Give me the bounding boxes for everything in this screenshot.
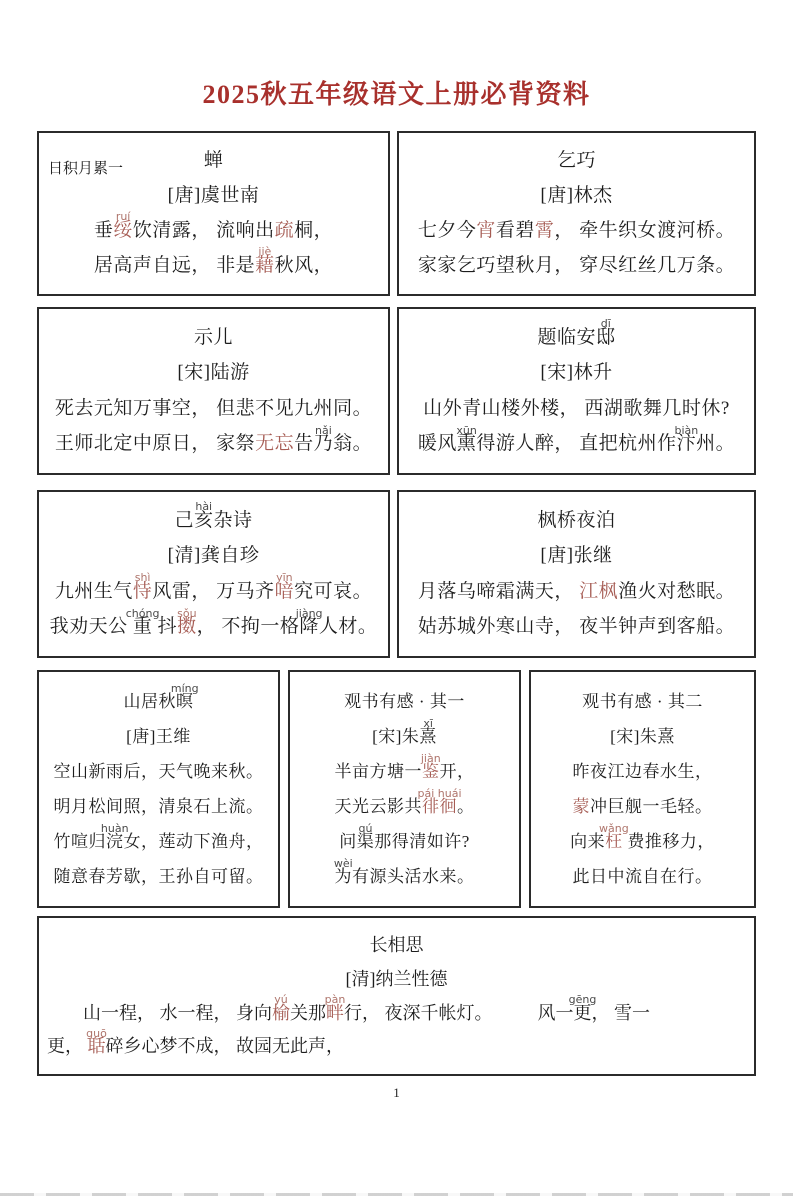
- annotated-char: sǒu 擞: [177, 606, 197, 638]
- pinyin-annotation: pái huái: [417, 787, 462, 801]
- poem-title: [407, 510, 746, 532]
- text-run: 观书有感 · 其一: [344, 691, 465, 711]
- poem-line: [298, 857, 511, 887]
- page-number: 1: [393, 1085, 400, 1100]
- annotated-char: chóng 重: [125, 606, 160, 638]
- text-run: 。: [457, 796, 475, 816]
- poem-card-guanshuyougan-1: [288, 670, 521, 908]
- poem-author: [407, 185, 746, 207]
- text-run: 那得清如许?: [374, 831, 470, 851]
- poem-line: [298, 822, 511, 852]
- text-run: 风雷， 万马齐: [152, 580, 275, 602]
- text-run: [唐]虞世南: [167, 185, 260, 207]
- poem-title: [47, 500, 380, 532]
- text-run: 女，莲动下渔舟，: [123, 831, 264, 851]
- text-run: 霄: [534, 220, 555, 242]
- pinyin-annotation: míng: [170, 681, 199, 695]
- annotated-char: wèi 为: [333, 857, 353, 886]
- poem-line: [47, 762, 270, 782]
- pinyin-annotation: xūn: [456, 423, 477, 437]
- poem-title: [47, 935, 746, 956]
- text-run: 关那: [290, 1002, 326, 1023]
- pinyin-annotation: ruí: [115, 210, 131, 224]
- pinyin-annotation: yú: [274, 992, 288, 1006]
- annotated-char: yīn 喑: [274, 571, 295, 602]
- annotated-char: gēng 更: [568, 992, 597, 1023]
- pinyin-annotation: jiè: [258, 245, 272, 259]
- pinyin-annotation: shì: [134, 571, 151, 585]
- text-run: 九州生气: [54, 580, 133, 602]
- poem-line: [298, 752, 511, 782]
- text-run: 己: [174, 509, 194, 531]
- text-run: 碎乡心梦不成， 故园无此声，: [105, 1036, 344, 1057]
- pinyin-annotation: jiàn: [420, 752, 441, 766]
- poem-author: [298, 717, 511, 747]
- text-run: [唐]林杰: [540, 185, 613, 207]
- poem-title: [47, 327, 380, 349]
- text-run: 观书有感 · 其二: [582, 691, 703, 711]
- text-run: 向来: [570, 831, 606, 851]
- pinyin-annotation: chóng: [125, 606, 160, 620]
- poem-line: [47, 1026, 746, 1057]
- text-run: [唐]王维: [126, 726, 191, 746]
- poem-card-jihaizashi: [37, 490, 390, 658]
- text-run: 渔火对愁眠。: [618, 580, 736, 602]
- poem-row-2: [37, 307, 756, 475]
- poem-line: [47, 571, 380, 603]
- text-run: 更，: [47, 1036, 88, 1057]
- text-run: 此日中流自在行。: [572, 866, 713, 886]
- poem-author: [539, 727, 746, 747]
- poem-author: [47, 969, 746, 990]
- poem-line: [298, 787, 511, 817]
- pinyin-annotation: yīn: [276, 571, 293, 585]
- page-title: 2025秋五年级语文上册必背资料: [202, 80, 591, 109]
- pinyin-annotation: hài: [195, 500, 213, 514]
- text-run: 杂诗: [213, 509, 253, 531]
- annotated-char: dī 邸: [596, 317, 616, 348]
- pinyin-annotation: xī: [423, 717, 433, 731]
- pinyin-annotation: jiàng: [295, 606, 323, 620]
- poem-row-1: [37, 131, 756, 296]
- poem-line: [47, 822, 270, 852]
- text-run: [清]纳兰性德: [345, 968, 448, 989]
- text-run: ， 牵牛织女渡河桥。: [554, 220, 736, 242]
- poem-line: [407, 220, 746, 242]
- poem-author: [47, 545, 380, 567]
- annotated-char: jiè 藉: [255, 245, 275, 277]
- annotated-char: pái huái 徘徊: [417, 787, 462, 816]
- poem-title: [407, 317, 746, 349]
- text-run: 费推移力，: [622, 831, 715, 851]
- pinyin-annotation: dī: [600, 317, 611, 331]
- text-run: 冲巨舰一毛轻。: [590, 796, 713, 816]
- text-run: 家家乞巧望秋月， 穿尽红丝几万条。: [417, 255, 736, 277]
- annotated-char: shì 恃: [132, 571, 153, 602]
- poem-card-fengqiaoyebo: [397, 490, 756, 658]
- pinyin-annotation: wǎng: [599, 822, 629, 836]
- poem-line: [47, 245, 380, 277]
- text-run: 死去元知万事空， 但悲不见九州同。: [54, 397, 373, 419]
- text-run: 昨夜江边春水生，: [572, 761, 713, 781]
- poem-card-guanshuyougan-2: [529, 670, 756, 908]
- text-run: 空山新雨后，天气晚来秋。: [53, 761, 264, 781]
- annotated-char: huàn 浣: [100, 822, 129, 851]
- text-run: 问: [339, 831, 357, 851]
- text-run: [唐]张继: [540, 545, 613, 567]
- text-run: 告: [294, 433, 314, 455]
- pinyin-annotation: pàn: [324, 992, 346, 1006]
- text-run: 长相思: [369, 935, 424, 956]
- text-run: 我劝天公: [49, 616, 133, 638]
- text-run: 疏: [274, 220, 295, 242]
- poem-line: [539, 797, 746, 817]
- text-run: 有源头活水来。: [352, 866, 475, 886]
- pinyin-annotation: qú: [358, 822, 373, 836]
- poem-card-tilinandi: [397, 307, 756, 475]
- text-run: 得游人醉， 直把杭州作: [476, 433, 677, 455]
- poem-card-shanjuqiuming: [37, 670, 280, 908]
- text-run: 看碧: [495, 220, 535, 242]
- text-run: 乞巧: [556, 150, 596, 172]
- text-run: 枫桥夜泊: [537, 509, 616, 531]
- annotated-char: qú 渠: [356, 822, 375, 851]
- text-run: 饮清露， 流响出: [132, 220, 275, 242]
- poem-line: [407, 581, 746, 603]
- text-run: 明月松间照，清泉石上流。: [53, 796, 264, 816]
- poem-line: [47, 606, 380, 638]
- text-run: 题临安: [537, 326, 596, 348]
- text-run: 垂: [93, 220, 114, 242]
- annotated-char: jiàn 鉴: [420, 752, 441, 781]
- text-run: 人材。: [318, 616, 378, 638]
- text-run: 无忘: [255, 433, 295, 455]
- annotated-char: guō 聒: [86, 1026, 107, 1057]
- text-run: 竹喧归: [53, 831, 106, 851]
- worksheet-page: [0, 74, 793, 1101]
- text-run: [宋]朱熹: [610, 726, 675, 746]
- text-run: 王师北定中原日， 家祭: [54, 433, 256, 455]
- poem-line: [47, 992, 746, 1024]
- text-run: [清]龚自珍: [167, 545, 260, 567]
- poem-line: [539, 762, 746, 782]
- text-run: 翁。: [333, 433, 373, 455]
- text-run: 随意春芳歇，王孙自可留。: [53, 866, 264, 886]
- poem-author: [407, 362, 746, 384]
- poem-line: [539, 822, 746, 852]
- pinyin-annotation: huàn: [100, 822, 129, 836]
- pinyin-annotation: sǒu: [177, 606, 197, 620]
- text-run: 山外青山楼外楼， 西湖歌舞几时休?: [423, 397, 730, 419]
- text-run: 姑苏城外寒山寺， 夜半钟声到客船。: [417, 616, 736, 638]
- poem-line: [407, 398, 746, 420]
- poem-line: [47, 797, 270, 817]
- text-run: 行， 夜深千帐灯。 风一: [344, 1002, 574, 1023]
- poem-card-chan: [37, 131, 390, 296]
- annotated-char: ruí 绥: [113, 210, 133, 242]
- annotated-char: míng 暝: [170, 681, 199, 711]
- text-run: 秋风，: [274, 255, 334, 277]
- text-run: 山居秋: [123, 691, 176, 711]
- text-run: 开，: [439, 761, 475, 781]
- poem-author: [47, 185, 380, 207]
- text-run: [宋]陆游: [177, 362, 250, 384]
- poem-row-5: [37, 916, 756, 1076]
- poem-title: [407, 150, 746, 172]
- poem-line: [407, 255, 746, 277]
- pinyin-annotation: nǎi: [314, 423, 332, 437]
- annotated-char: wǎng 枉: [599, 822, 629, 851]
- text-run: ， 不拘一格: [196, 616, 300, 638]
- poem-card-qiqiao: [397, 131, 756, 296]
- poem-row-4: [37, 670, 756, 908]
- poem-author: [407, 545, 746, 567]
- text-run: 蝉: [203, 150, 224, 172]
- text-run: 抖: [152, 616, 178, 638]
- text-run: 天光云影共: [334, 796, 422, 816]
- text-run: 月落乌啼霜满天，: [417, 580, 580, 602]
- poem-line: [47, 210, 380, 242]
- pinyin-annotation: wèi: [333, 857, 353, 871]
- text-run: 居高声自远， 非是: [93, 255, 256, 277]
- poem-title: [298, 692, 511, 712]
- text-run: 山一程， 水一程， 身向: [47, 1002, 272, 1023]
- annotated-char: yú 榆: [272, 992, 290, 1023]
- poem-title: [539, 692, 746, 712]
- annotated-char: pàn 畔: [324, 992, 346, 1023]
- annotated-char: jiàng 降: [295, 606, 323, 638]
- poem-title: [47, 681, 270, 712]
- annotated-char: biàn 汴: [674, 423, 699, 455]
- text-run: 桐，: [294, 220, 334, 242]
- poem-line: [47, 423, 380, 455]
- annotated-char: nǎi 乃: [313, 423, 334, 455]
- text-run: 蒙: [572, 796, 590, 816]
- text-run: 暖风: [417, 433, 457, 455]
- poem-line: [47, 398, 380, 420]
- poem-author: [47, 362, 380, 384]
- annotated-char: xī 熹: [419, 717, 437, 746]
- text-run: [宋]朱: [372, 726, 420, 746]
- poem-author: [47, 727, 270, 747]
- text-run: 宵: [476, 220, 496, 242]
- poem-row-3: [37, 490, 756, 658]
- poem-line: [407, 423, 746, 455]
- poem-card-shier: [37, 307, 390, 475]
- text-run: 七夕今: [417, 220, 477, 242]
- annotated-char: hài 亥: [193, 500, 214, 531]
- poem-line: [539, 867, 746, 887]
- section-label: 日积月累一: [48, 161, 124, 177]
- pinyin-annotation: gēng: [568, 992, 597, 1006]
- pinyin-annotation: guō: [86, 1026, 107, 1040]
- text-run: 江枫: [579, 580, 619, 602]
- text-run: 半亩方塘一: [334, 761, 422, 781]
- poem-line: [47, 867, 270, 887]
- poem-line: [407, 616, 746, 638]
- poem-card-changxiangsi: [37, 916, 756, 1076]
- text-run: ， 雪一: [591, 1002, 650, 1023]
- pinyin-annotation: biàn: [674, 423, 699, 437]
- annotated-char: xūn 熏: [456, 423, 477, 455]
- text-run: 示儿: [193, 326, 233, 348]
- text-run: [宋]林升: [540, 362, 613, 384]
- text-run: 究可哀。: [294, 580, 373, 602]
- text-run: 州。: [696, 433, 736, 455]
